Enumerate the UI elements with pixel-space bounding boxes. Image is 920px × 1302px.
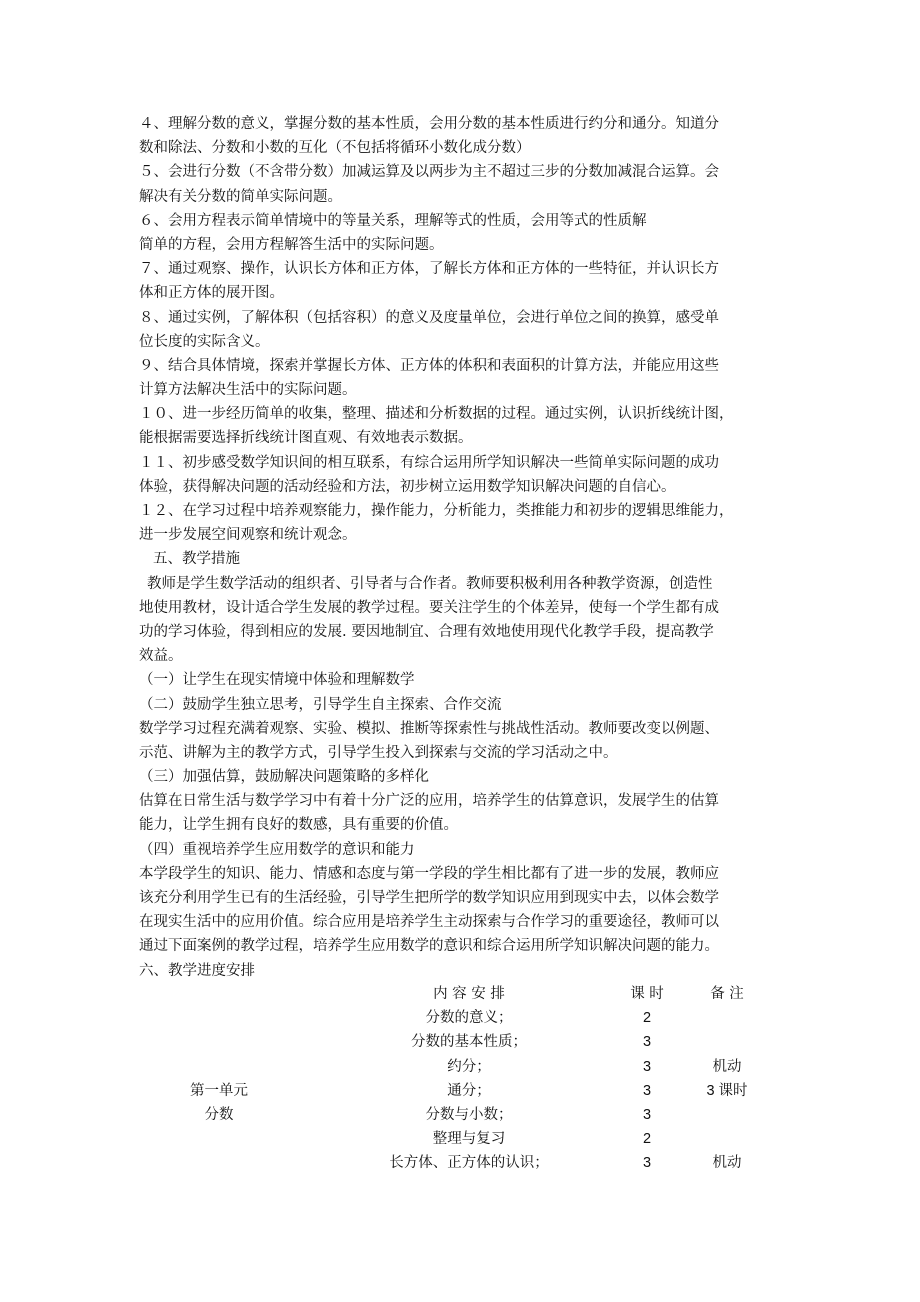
cell-hours: 2 xyxy=(642,1131,652,1148)
cell-content: 通分； xyxy=(447,1082,491,1099)
cell-hours: 3 xyxy=(642,1106,652,1123)
text-line: 通过下面案例的教学过程，培养学生应用数学的意识和综合运用所学知识解决问题的能力。 xyxy=(139,938,719,955)
text-line: （一）让学生在现实情境中体验和理解数学 xyxy=(139,672,415,689)
text-line: 本学段学生的知识、能力、情感和态度与第一学段的学生相比都有了进一步的发展，教师应 xyxy=(139,865,719,882)
cell-hours: 3 xyxy=(642,1058,652,1075)
text-line: 数和除法、分数和小数的互化（不包括将循环小数化成分数） xyxy=(139,140,531,157)
text-line: ７、通过观察、操作，认识长方体和正方体，了解长方体和正方体的一些特征，并认识长方 xyxy=(139,261,719,278)
text-line: 在现实生活中的应用价值。综合应用是培养学生主动探索与合作学习的重要途径，教师可以 xyxy=(139,914,719,931)
text-line: 示范、讲解为主的教学方式，引导学生投入到探索与交流的学习活动之中。 xyxy=(139,744,618,761)
cell-content: 分数与小数； xyxy=(425,1106,513,1123)
text-line: 该充分利用学生已有的生活经验，引导学生把所学的数学知识应用到现实中去，以体会数学 xyxy=(139,890,719,906)
text-line: （三）加强估算，鼓励解决问题策略的多样化 xyxy=(139,769,429,786)
header-notes: 备 注 xyxy=(710,986,744,1002)
cell-hours: 2 xyxy=(642,1010,652,1027)
header-content: 内 容 安 排 xyxy=(433,986,505,1002)
text-line: ４、理解分数的意义，掌握分数的基本性质，会用分数的基本性质进行约分和通分。知道分 xyxy=(139,116,719,132)
cell-notes: 机动 xyxy=(712,1058,742,1075)
text-line: 体验，获得解决问题的活动经验和方法，初步树立运用数学知识解决问题的自信心。 xyxy=(139,478,676,495)
text-line: 数学学习过程充满着观察、实验、模拟、推断等探索性与挑战性活动。教师要改变以例题、 xyxy=(139,720,719,737)
schedule-row xyxy=(139,1127,799,1151)
text-line: ６、会用方程表示简单情境中的等量关系，理解等式的性质，会用等式的性质解 xyxy=(139,212,647,229)
text-line: 体和正方体的展开图。 xyxy=(139,285,284,302)
text-line: ９、结合具体情境，探索并掌握长方体、正方体的体积和表面积的计算方法，并能应用这些 xyxy=(139,357,719,374)
cell-notes: 机动 xyxy=(712,1155,742,1172)
cell-content: 整理与复习 xyxy=(432,1131,506,1148)
text-line: 简单的方程，会用方程解答生活中的实际问题。 xyxy=(139,236,444,253)
schedule-header-row xyxy=(139,982,799,1006)
header-hours: 课 时 xyxy=(630,986,664,1002)
cell-hours: 3 xyxy=(642,1082,652,1099)
cell-content: 长方体、正方体的认识； xyxy=(389,1155,549,1172)
text-line: （四）重视培养学生应用数学的意识和能力 xyxy=(139,841,415,858)
text-line: １０、进一步经历简单的收集，整理、描述和分析数据的过程。通过实例，认识折线统计图， xyxy=(139,406,734,423)
text-line: １２、在学习过程中培养观察能力，操作能力，分析能力，类推能力和初步的逻辑思维能力， xyxy=(139,503,734,519)
text-line: （二）鼓励学生独立思考，引导学生自主探索、合作交流 xyxy=(139,696,502,713)
text-line: 进一步发展空间观察和统计观念。 xyxy=(139,527,357,544)
schedule-row xyxy=(139,1151,799,1175)
schedule-row xyxy=(139,1055,799,1079)
text-line: 解决有关分数的简单实际问题。 xyxy=(139,188,342,205)
text-line: 能力，让学生拥有良好的数感，具有重要的价值。 xyxy=(139,817,458,834)
schedule-row xyxy=(139,1006,799,1030)
cell-notes: 3 课时 xyxy=(706,1082,748,1099)
schedule-row xyxy=(139,1103,799,1127)
text-line: 位长度的实际含义。 xyxy=(139,333,270,350)
cell-hours: 3 xyxy=(642,1155,652,1172)
text-line: 地使用教材，设计适合学生发展的教学过程。要关注学生的个体差异，使每一个学生都有成 xyxy=(139,599,719,616)
text-line: 六、教学进度安排 xyxy=(139,962,255,979)
cell-hours: 3 xyxy=(642,1034,652,1051)
text-line: 五、教学措施 xyxy=(153,551,240,568)
text-line: １１、初步感受数学知识间的相互联系，有综合运用所学知识解决一些简单实际问题的成功 xyxy=(139,454,719,471)
schedule-row xyxy=(139,1030,799,1054)
text-line: ５、会进行分数（不含带分数）加减运算及以两步为主不超过三步的分数加减混合运算。会 xyxy=(139,164,719,181)
text-line: 功的学习体验，得到相应的发展. 要因地制宜、合理有效地使用现代化教学手段，提高教学 xyxy=(139,623,714,640)
cell-content: 约分； xyxy=(447,1058,491,1075)
schedule-row xyxy=(139,1079,799,1103)
unit-name: 第一单元 xyxy=(190,1082,248,1099)
text-line: 教师是学生数学活动的组织者、引导者与合作者。教师要积极利用各种教学资源，创造性 xyxy=(147,575,713,592)
schedule-table xyxy=(139,982,799,1176)
text-line: 效益。 xyxy=(139,648,183,665)
text-line: ８、通过实例，了解体积（包括容积）的意义及度量单位，会进行单位之间的换算，感受单 xyxy=(139,309,719,326)
unit-topic: 分数 xyxy=(204,1106,234,1123)
cell-content: 分数的意义； xyxy=(425,1010,513,1027)
text-line: 估算在日常生活与数学学习中有着十分广泛的应用，培养学生的估算意识，发展学生的估算 xyxy=(139,793,719,810)
cell-content: 分数的基本性质； xyxy=(411,1034,527,1051)
text-line: 计算方法解决生活中的实际问题。 xyxy=(139,382,357,399)
text-line: 能根据需要选择折线统计图直观、有效地表示数据。 xyxy=(139,430,473,447)
body-text xyxy=(139,112,799,983)
